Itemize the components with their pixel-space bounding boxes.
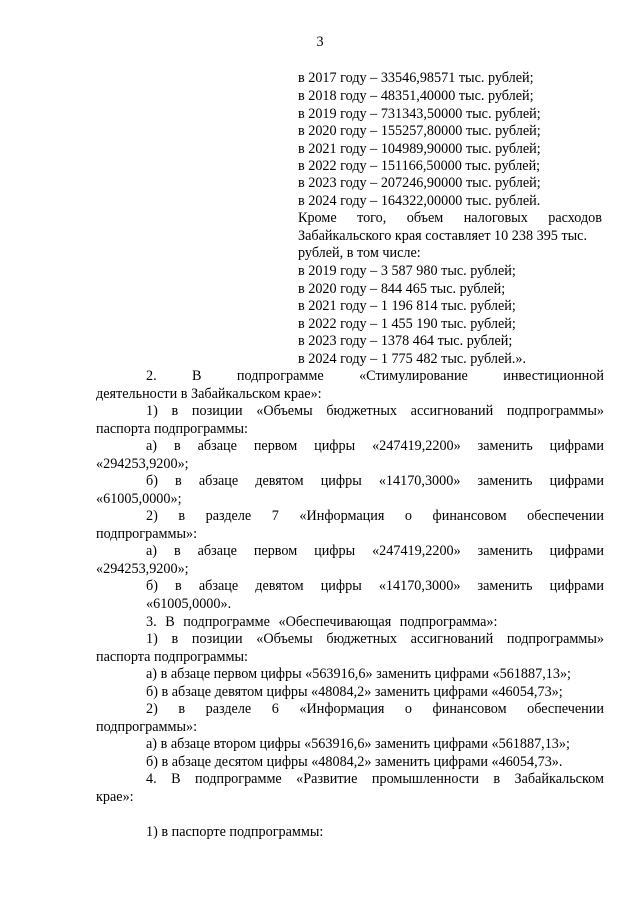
budget-2018-line: в 2018 году – 48351,40000 тыс. рублей; (298, 88, 534, 104)
word: разделе (205, 508, 252, 524)
word: того, (357, 210, 387, 226)
word: обеспечении (527, 508, 604, 524)
item-4-sub-1: 1) в паспорте подпрограммы: (146, 824, 324, 840)
word: заменить (477, 473, 533, 489)
word: 1) (146, 403, 158, 419)
tax-2024-line: в 2024 году – 1 775 482 тыс. рублей.». (298, 351, 527, 367)
word: цифрами (549, 543, 604, 559)
word: позиции (191, 631, 243, 647)
item-3-sub-2b: б) в абзаце десятом цифры «48084,2» заменить цифрами «46054,73». (146, 754, 563, 770)
word: 2) (146, 508, 158, 524)
word: финансовом (432, 508, 507, 524)
word: заменить (477, 438, 533, 454)
word: Кроме (298, 210, 337, 226)
word: в (493, 771, 501, 787)
word: «247419,2200» (372, 438, 461, 454)
item-2-sub-2b-cont: «61005,0000». (146, 596, 232, 612)
word: подпрограммы» (506, 403, 604, 419)
item-2-heading (146, 368, 604, 386)
budget-2021-line: в 2021 году – 104989,90000 тыс. рублей; (298, 141, 541, 157)
word: промышленности (371, 771, 479, 787)
word: в (178, 508, 186, 524)
word: девятом (255, 473, 304, 489)
word: расходов (548, 210, 602, 226)
item-2-sub-1b (146, 473, 604, 491)
tax-2022-line: в 2022 году – 1 455 190 тыс. рублей; (298, 316, 516, 332)
word: в (175, 473, 182, 489)
word: цифры (320, 473, 362, 489)
word: в (178, 701, 186, 717)
word: в (171, 403, 179, 419)
word: «Стимулирование (359, 368, 468, 384)
word: ассигнований (410, 403, 494, 419)
word: а) (146, 438, 158, 454)
budget-2020-line: в 2020 году – 155257,80000 тыс. рублей; (298, 123, 541, 139)
word: 2. (146, 368, 157, 384)
tax-expenses-intro-line (298, 210, 602, 228)
word: абзаце (198, 473, 239, 489)
tax-2021-line: в 2021 году – 1 196 814 тыс. рублей; (298, 298, 516, 314)
item-2-sub-1a (146, 438, 604, 456)
word: в (171, 631, 179, 647)
word: Забайкальском (514, 771, 604, 787)
word: «Объемы (256, 631, 313, 647)
word: заменить (477, 543, 533, 559)
item-3-sub-2 (146, 701, 604, 719)
word: «14170,3000» (378, 473, 461, 489)
word: в (173, 543, 181, 559)
page-number: 3 (316, 34, 324, 50)
item-2-sub-1a-cont: «294253,9200»; (96, 456, 189, 472)
item-2-sub-2a (146, 543, 604, 561)
word: 1) (146, 631, 158, 647)
word: ассигнований (410, 631, 494, 647)
word: «14170,3000» (378, 578, 461, 594)
tax-2023-line: в 2023 году – 1378 464 тыс. рублей; (298, 333, 513, 349)
item-2-sub-2b (146, 578, 604, 596)
word: цифры (314, 438, 356, 454)
item-2-sub-1 (146, 403, 604, 421)
word: 6 (271, 701, 279, 717)
item-2-sub-2-cont: подпрограммы»: (96, 526, 198, 542)
item-2-sub-2 (146, 508, 604, 526)
word: объем (406, 210, 444, 226)
word: бюджетных (326, 631, 397, 647)
word: б) (146, 578, 158, 594)
budget-2017-line: в 2017 году – 33546,98571 тыс. рублей; (298, 70, 534, 86)
word: первом (253, 438, 298, 454)
word: абзаце (198, 578, 239, 594)
word: «247419,2200» (372, 543, 461, 559)
word: цифры (320, 578, 362, 594)
word: о (404, 508, 413, 524)
word: цифры (314, 543, 356, 559)
word: позиции (191, 403, 243, 419)
item-2-sub-1-cont: паспорта подпрограммы: (96, 421, 248, 437)
item-2-sub-1b-cont: «61005,0000»; (96, 491, 182, 507)
word: б) (146, 473, 158, 489)
tax-2020-line: в 2020 году – 844 465 тыс. рублей; (298, 281, 506, 297)
item-4-heading-cont: крае»: (96, 789, 134, 805)
item-3-sub-2a: а) в абзаце втором цифры «563916,6» заменить цифрами «561887,13»; (146, 736, 570, 752)
tax-2019-line: в 2019 году – 3 587 980 тыс. рублей; (298, 263, 516, 279)
word: обеспечении (527, 701, 604, 717)
word: инвестиционной (503, 368, 604, 384)
word: заменить (477, 578, 533, 594)
item-3-sub-1 (146, 631, 604, 649)
budget-2023-line: в 2023 году – 207246,90000 тыс. рублей; (298, 175, 541, 191)
item-2-heading-cont: деятельности в Забайкальском крае»: (96, 386, 322, 402)
budget-2024-line: в 2024 году – 164322,00000 тыс. рублей. (298, 193, 541, 209)
word: бюджетных (326, 403, 397, 419)
word: цифрами (549, 438, 604, 454)
item-3-sub-2-cont: подпрограммы»: (96, 719, 198, 735)
word: финансовом (432, 701, 507, 717)
item-3-heading: 3. В подпрограмме «Обеспечивающая подпрограмма»: (146, 614, 498, 630)
word: первом (253, 543, 298, 559)
word: 2) (146, 701, 158, 717)
word: В (192, 368, 202, 384)
word: в (175, 578, 182, 594)
word: налоговых (463, 210, 528, 226)
item-3-sub-1a: а) в абзаце первом цифры «563916,6» заменить цифрами «561887,13»; (146, 666, 571, 682)
item-2-sub-2a-cont: «294253,9200»; (96, 561, 189, 577)
word: «Информация (299, 508, 385, 524)
word: а) (146, 543, 158, 559)
word: девятом (255, 578, 304, 594)
word: о (404, 701, 413, 717)
word: В (171, 771, 181, 787)
word: в (173, 438, 181, 454)
word: подпрограмме (194, 771, 282, 787)
word: цифрами (549, 473, 604, 489)
word: разделе (205, 701, 252, 717)
word: «Информация (299, 701, 385, 717)
budget-2019-line: в 2019 году – 731343,50000 тыс. рублей; (298, 106, 541, 122)
item-3-sub-1b: б) в абзаце девятом цифры «48084,2» заменить цифрами «46054,73»; (146, 684, 563, 700)
tax-expenses-total-line: Забайкальского края составляет 10 238 395 тыс. (298, 228, 588, 244)
item-3-sub-1-cont: паспорта подпрограммы: (96, 649, 248, 665)
word: 4. (146, 771, 157, 787)
word: цифрами (549, 578, 604, 594)
tax-expenses-including-line: рублей, в том числе: (298, 245, 421, 261)
word: «Объемы (256, 403, 313, 419)
word: абзаце (197, 543, 237, 559)
word: 7 (271, 508, 279, 524)
word: абзаце (197, 438, 237, 454)
word: «Развитие (296, 771, 358, 787)
word: подпрограмме (236, 368, 324, 384)
item-4-heading (146, 771, 604, 789)
budget-2022-line: в 2022 году – 151166,50000 тыс. рублей; (298, 158, 541, 174)
word: подпрограммы» (506, 631, 604, 647)
